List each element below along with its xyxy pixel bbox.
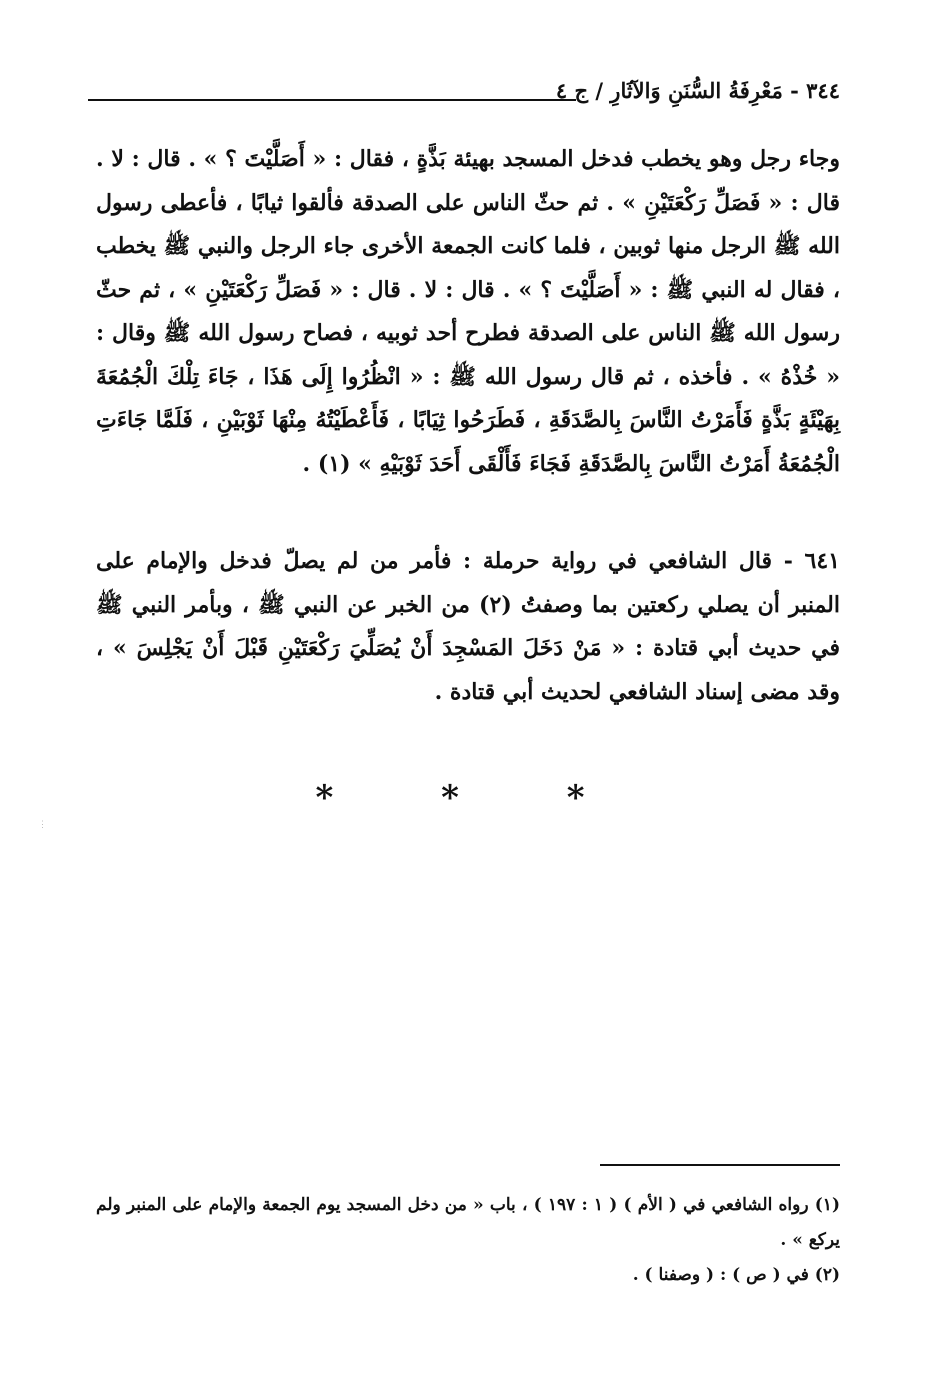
footnote-rule bbox=[600, 1164, 840, 1166]
main-paragraph-1 bbox=[96, 138, 840, 486]
footnotes bbox=[96, 1188, 840, 1293]
header-rule bbox=[88, 99, 576, 101]
section-separator: * * * bbox=[315, 778, 633, 818]
page-header bbox=[88, 78, 840, 118]
main-paragraph-641 bbox=[96, 540, 840, 714]
paragraph-text: ٦٤١ - قال الشافعي في رواية حرملة : فأمر من لم يصلّ فدخل والإمام على المنبر أن يصلي ركعتين بما وصفتُ (٢) من الخبر عن النبي ﷺ ، وبأمر النبي ﷺ في حديث أبي قتادة : « مَنْ دَخَلَ المَسْجِدَ أَنْ يُصَلِّيَ رَكْعَتَيْنِ قَبْلَ أَنْ يَجْلِسَ » ، وقد مضى إسناد الشافعي لحديث أبي قتادة . bbox=[96, 548, 840, 705]
paragraph-text: وجاء رجل وهو يخطب فدخل المسجد بهيئة بَذَّةٍ ، فقال : « أَصَلَّيْتَ ؟ » . قال : لا . قال : « فَصَلِّ رَكْعَتَيْنِ » . ثم حثّ الناس على الصدقة فألقوا ثيابًا ، فأعطى رسول الله ﷺ الرجل منها ثوبين ، فلما كانت الجمعة الأخرى جاء الرجل والنبي ﷺ يخطب ، فقال له النبي ﷺ : « أَصَلَّيْتَ ؟ » . قال : لا . قال : « فَصَلِّ رَكْعَتَيْنِ » ، ثم حثّ رسول الله ﷺ الناس على الصدقة فطرح أحد ثوبيه ، فصاح رسول الله ﷺ وقال : « خُذْهُ » . فأخذه ، ثم قال رسول الله ﷺ : « انْظُرُوا إِلَى هَذَا ، جَاءَ تِلْكَ الْجُمُعَةَ بِهَيْئَةٍ بَذَّةٍ فَأَمَرْتُ النَّاسَ بِالصَّدَقَةِ ، فَطَرَحُوا ثِيَابًا ، فَأَعْطَيْتُهُ مِنْهَا ثَوْبَيْنِ ، فَلَمَّا جَاءَتِ الْجُمُعَةُ أَمَرْتُ النَّاسَ بِالصَّدَقَةِ فَجَاءَ فَأَلْقَى أَحَدَ ثَوْبَيْهِ » (١) . bbox=[96, 146, 840, 477]
footnote-2: (٢) في ( ص ) : ( وصفنا ) . bbox=[632, 1265, 840, 1285]
footnote-1: (١) رواه الشافعي في ( الأم ) ( ١ : ١٩٧ ) ، باب « من دخل المسجد يوم الجمعة والإمام على المنبر ولم يركع » . bbox=[96, 1195, 840, 1250]
scan-speckle: ⋮ bbox=[38, 820, 47, 830]
running-header-title: ٣٤٤ - مَعْرِفَةُ السُّنَنِ وَالآثَارِ / ج ٤ bbox=[555, 78, 840, 103]
